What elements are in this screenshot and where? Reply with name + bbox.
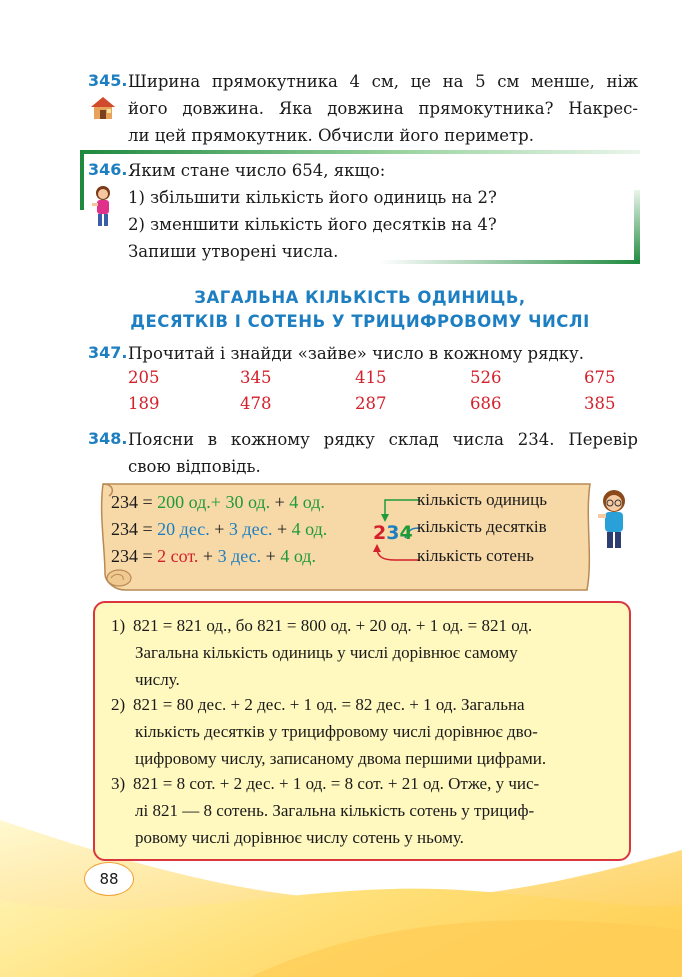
item-number: 2) [111, 695, 126, 714]
boy-icon [594, 488, 634, 552]
eq-lhs: 234 = [111, 546, 158, 566]
digit-units: 4 [399, 522, 413, 544]
label-tens: кількість десятків [417, 517, 547, 536]
task-number: 345. [88, 71, 128, 90]
number-cell: 478 [240, 394, 272, 413]
heading-line: ЗАГАЛЬНА КІЛЬКІСТЬ ОДИНИЦЬ, [194, 288, 526, 307]
task-text: Прочитай і знайди «зайве» число в кожному рядку. [128, 344, 584, 363]
eq-plus: + [270, 492, 290, 512]
eq-plus: + [272, 519, 292, 539]
eq-term: 30 од. [225, 492, 271, 512]
page-number: 88 [84, 862, 134, 896]
equation-tens [111, 519, 327, 540]
text-line: Запиши утворені числа. [128, 242, 339, 261]
task-text [128, 426, 638, 480]
number-cell: 415 [355, 368, 387, 387]
text-line: ли цей прямокутник. Обчисли його периметр. [128, 126, 534, 145]
digit-hundreds: 2 [373, 522, 387, 544]
eq-lhs: 234 = [111, 519, 158, 539]
text-line: числу. [135, 670, 180, 689]
text-line: свою відповідь. [128, 457, 261, 476]
text-line: його довжина. Яка довжина прямокутника? Накрес- [128, 99, 638, 118]
text-line: Поясни в кожному рядку склад числа 234. Перевір [128, 430, 638, 449]
eq-term: 3 дес. [228, 519, 273, 539]
item-number: 1) [111, 616, 126, 635]
label-units: кількість одиниць [417, 490, 547, 509]
task-text [128, 157, 497, 265]
girl-icon [92, 185, 114, 229]
number-cell: 189 [128, 394, 160, 413]
digit-tens: 3 [386, 522, 400, 544]
number-cell: 686 [470, 394, 502, 413]
eq-term: 4 од. [291, 519, 328, 539]
eq-term: 3 дес. [217, 546, 262, 566]
eq-term: 2 сот. [157, 546, 199, 566]
eq-term: 200 од. [157, 492, 211, 512]
eq-lhs: 234 = [111, 492, 158, 512]
text-line: 821 = 821 од., бо 821 = 800 од. + 20 од. + 1 од. = 821 од. [133, 616, 533, 635]
text-line: 821 = 80 дес. + 2 дес. + 1 од. = 82 дес. + 1 од. Загальна [133, 695, 525, 714]
heading-line: ДЕСЯТКІВ І СОТЕНЬ У ТРИЦИФРОВОМУ ЧИСЛІ [130, 312, 590, 331]
number-cell: 345 [240, 368, 272, 387]
task-number: 347. [88, 343, 128, 362]
equation-units [111, 492, 325, 513]
eq-term: 4 од. [289, 492, 325, 512]
explanation-box [93, 601, 631, 861]
eq-plus: + [210, 492, 226, 512]
scroll-panel [95, 478, 595, 596]
eq-plus: + [261, 546, 281, 566]
label-hundreds: кількість сотень [417, 546, 534, 565]
text-line: лі 821 — 8 сотень. Загальна кількість сотень у трициф- [135, 801, 535, 820]
task-number: 348. [88, 429, 128, 448]
number-cell: 205 [128, 368, 160, 387]
house-icon [90, 96, 116, 120]
number-cell: 675 [584, 368, 616, 387]
task-number: 346. [88, 160, 128, 179]
number-grid [128, 368, 648, 420]
eq-plus: + [209, 519, 229, 539]
eq-term: 20 дес. [157, 519, 210, 539]
text-line: Ширина прямокутника 4 см, це на 5 см менше, ніж [128, 72, 638, 91]
text-line: Загальна кількість одиниць у числі дорівнює самому [135, 643, 518, 662]
eq-term: 4 од. [280, 546, 316, 566]
eq-plus: + [198, 546, 218, 566]
number-cell: 526 [470, 368, 502, 387]
number-cell: 287 [355, 394, 387, 413]
task-text [128, 68, 638, 149]
text-line: 821 = 8 сот. + 2 дес. + 1 од. = 8 сот. + 21 од. Отже, у чис- [133, 774, 540, 793]
number-cell: 385 [584, 394, 616, 413]
text-line: Яким стане число 654, якщо: [128, 161, 386, 180]
item-number: 3) [111, 774, 126, 793]
text-line: ровому числі дорівнює числу сотень у ньому. [135, 828, 464, 847]
number-234 [373, 522, 413, 544]
section-heading [80, 286, 640, 334]
text-line: 1) збільшити кількість його одиниць на 2? [128, 188, 497, 207]
text-line: 2) зменшити кількість його десятків на 4? [128, 215, 497, 234]
text-line: кількість десятків у трицифровому числі дорівнює дво- [135, 722, 538, 741]
text-line: цифровому числу, записаному двома першими цифрами. [135, 749, 547, 768]
equation-hundreds [111, 546, 316, 567]
